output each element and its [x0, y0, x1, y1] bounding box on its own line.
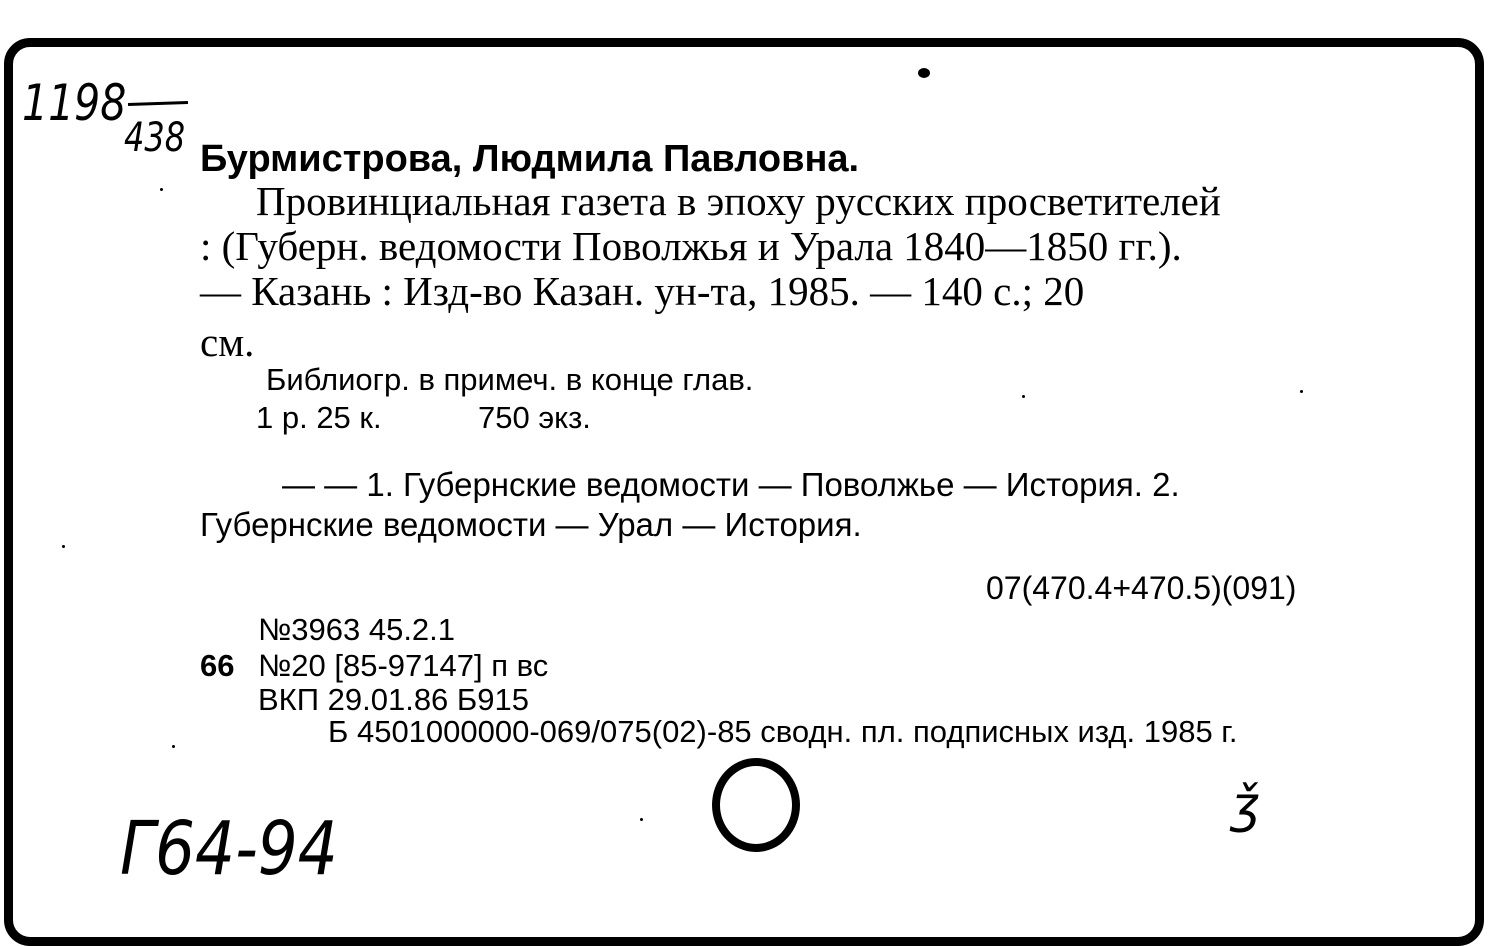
- author-heading: Бурмистрова, Людмила Павловна.: [200, 138, 860, 180]
- speck: [1022, 395, 1025, 398]
- handwritten-bottom-code: Г64-94: [120, 806, 338, 892]
- subject-line: Губернские ведомости — Урал — История.: [200, 506, 862, 543]
- handwritten-mark: ǯ: [1232, 776, 1259, 834]
- speck: [918, 68, 930, 78]
- record-line: ВКП 29.01.86 Б915: [258, 682, 529, 717]
- speck: [1300, 390, 1303, 393]
- speck: [640, 818, 643, 821]
- title-line: см.: [200, 319, 255, 365]
- record-line: №3963 45.2.1: [258, 612, 456, 647]
- title-line: — Казань : Изд-во Казан. ун-та, 1985. — 140 с.; 20: [200, 268, 1085, 314]
- hole-punch: [712, 758, 800, 852]
- record-line: №20 [85-97147] п вс: [258, 648, 549, 683]
- record-line-prefix: 66: [200, 648, 235, 683]
- bibliography-note: Библиогр. в примеч. в конце глав.: [266, 362, 754, 397]
- handwritten-call-number-sub: 438: [124, 115, 186, 161]
- speck: [160, 188, 163, 191]
- classification-code: 07(470.4+470.5)(091): [986, 570, 1297, 606]
- price: 1 р. 25 к.: [256, 400, 382, 435]
- title-line: : (Губерн. ведомости Поволжья и Урала 1840—1850 гг.).: [200, 223, 1182, 269]
- record-line: Б 4501000000-069/075(02)-85 сводн. пл. подписных изд. 1985 г.: [328, 714, 1238, 749]
- subject-line: — — 1. Губернские ведомости — Поволжье — История. 2.: [282, 466, 1180, 503]
- print-run: 750 экз.: [478, 400, 591, 435]
- speck: [172, 745, 175, 748]
- handwritten-call-number: 1198: [22, 74, 127, 132]
- speck: [62, 545, 65, 548]
- title-line: Провинциальная газета в эпоху русских просветителей: [256, 178, 1221, 224]
